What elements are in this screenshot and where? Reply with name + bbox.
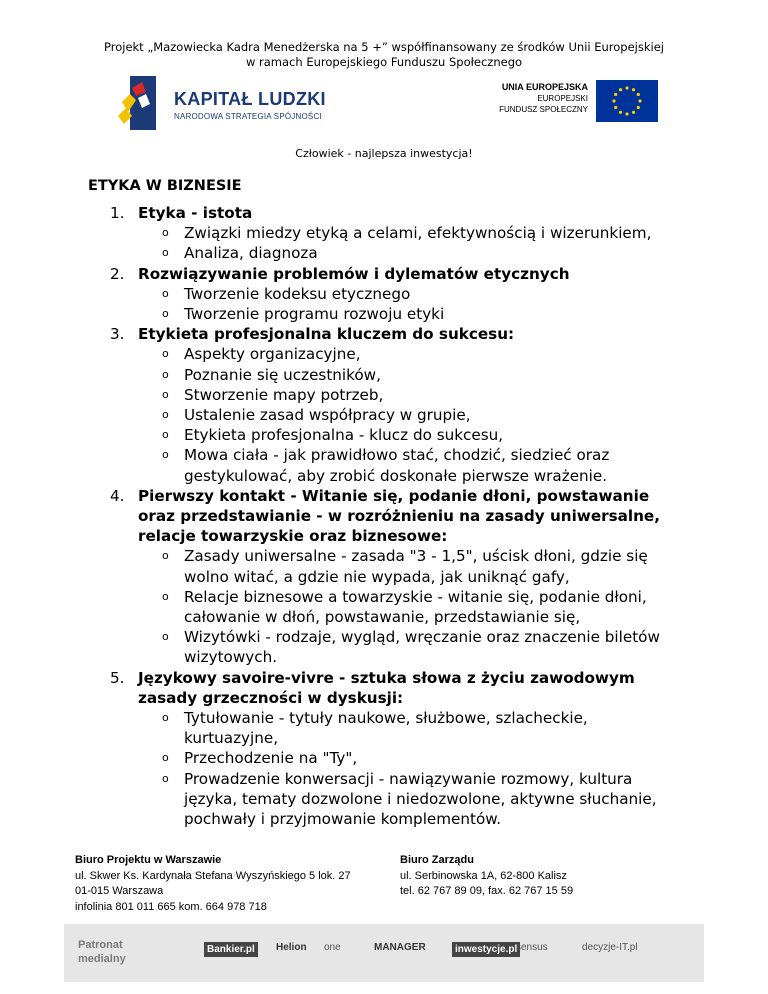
section-title-line: Językowy savoire-vivre - sztuka słowa z życiu zawodowym [138, 668, 635, 687]
sponsor-logo-sensus: sensus [516, 942, 548, 953]
list-item-line: Analiza, diagnoza [184, 244, 318, 263]
list-item-line: kurtuazyjne, [184, 729, 279, 748]
list-item-text [184, 344, 680, 364]
outline-section [110, 324, 680, 486]
section-title [138, 203, 252, 223]
motto: Człowiek - najlepsza inwestycja! [295, 147, 473, 160]
ue-subtitle-2: FUNDUSZ SPOŁECZNY [499, 105, 588, 114]
footer-right-title: Biuro Zarządu [400, 854, 474, 866]
list-item-line: Tworzenie kodeksu etycznego [184, 284, 411, 303]
list-item [162, 587, 680, 627]
circle-bullet-icon: o [162, 448, 169, 462]
list-item [162, 546, 680, 586]
circle-bullet-icon: o [162, 246, 169, 260]
list-item-text [184, 385, 680, 405]
list-item [162, 304, 680, 324]
list-item-text [184, 243, 680, 263]
list-item-text [184, 708, 680, 748]
patronage-label-line-1: Patronat [78, 939, 123, 951]
kapital-ludzki-emblem-icon [116, 72, 162, 134]
sponsor-logo-inwestycje: inwestycje.pl [452, 942, 520, 957]
list-item-line: Mowa ciała - jak prawidłowo stać, chodzić, siedzieć oraz [184, 446, 610, 465]
outline-section [110, 264, 680, 325]
list-item [162, 344, 680, 364]
section-heading [110, 203, 680, 223]
circle-bullet-icon: o [162, 367, 169, 381]
list-item-text [184, 425, 680, 445]
list-item [162, 223, 680, 243]
list-item-text [184, 587, 680, 627]
list-item-line: Stworzenie mapy potrzeb, [184, 385, 384, 404]
list-item [162, 769, 680, 830]
list-item [162, 365, 680, 385]
sponsor-logo-helion: Helion [276, 942, 307, 953]
footer-board-office [400, 853, 573, 900]
ue-title: UNIA EUROPEJSKA [501, 82, 588, 92]
section-number: 1. [110, 204, 125, 222]
list-item-line: Wizytówki - rodzaje, wygląd, wręczanie oraz znaczenie biletów [184, 628, 660, 647]
outline-section [110, 203, 680, 264]
circle-bullet-icon: o [162, 711, 169, 725]
footer-right-phone: tel. 62 767 89 09, fax. 62 767 15 59 [400, 885, 574, 897]
section-title-line: relacje towarzyskie oraz biznesowe: [138, 527, 448, 546]
list-item-line: całowanie w dłoń, powstawanie, przedstawianie się, [184, 608, 581, 627]
project-line-2: w ramach Europejskiego Funduszu Społecznego [245, 55, 523, 69]
eu-star-icon [625, 86, 628, 89]
document-title: ETYKA W BIZNESIE [88, 178, 242, 194]
list-item-text [184, 284, 680, 304]
list-item-line: języka, tematy dozwolone i niedozwolone, aktywne słuchanie, [184, 789, 657, 808]
list-item-text [184, 304, 680, 324]
kapital-ludzki-subtitle: NARODOWA STRATEGIA SPÓJNOŚCI [174, 112, 322, 121]
ue-subtitle-1: EUROPEJSKI [537, 94, 588, 103]
footer-right-address: ul. Serbinowska 1A, 62-800 Kalisz [400, 869, 567, 882]
circle-bullet-icon: o [162, 347, 169, 361]
section-title [138, 324, 514, 344]
eu-star-icon [614, 106, 617, 109]
section-title [138, 668, 635, 708]
list-item-line: Etykieta profesjonalna - klucz do sukcesu, [184, 426, 504, 445]
eu-star-icon [637, 93, 640, 96]
section-title-line: oraz przedstawianie - w rozróżnieniu na zasady uniwersalne, [138, 507, 660, 526]
section-title [138, 486, 660, 547]
section-title-line: Etyka - istota [138, 204, 253, 222]
sponsor-logo-decyzje-it: decyzje-IT.pl [582, 942, 638, 953]
eu-star-icon [632, 88, 635, 91]
list-item-text [184, 405, 680, 425]
section-heading [110, 324, 680, 344]
kapital-ludzki-title: KAPITAŁ LUDZKI [174, 89, 326, 109]
list-item [162, 243, 680, 263]
project-header [0, 40, 768, 70]
eu-star-icon [625, 112, 628, 115]
footer-left-city: 01-015 Warszawa [75, 885, 164, 897]
eu-star-icon [612, 99, 615, 102]
list-item-line: Tytułowanie - tytuły naukowe, służbowe, szlacheckie, [184, 709, 588, 728]
unia-europejska-logo [478, 80, 658, 124]
eu-star-icon [614, 93, 617, 96]
circle-bullet-icon: o [162, 630, 169, 644]
list-item-line: pochwały i przyjmowanie komplementów. [184, 810, 502, 829]
circle-bullet-icon: o [162, 286, 169, 300]
footer-left-address: ul. Skwer Ks. Kardynała Stefana Wyszyńskiego 5 lok. 27 [75, 869, 351, 882]
footer-left-phone: infolinia 801 011 665 kom. 664 978 718 [75, 900, 267, 913]
list-item-line: Tworzenie programu rozwoju etyki [184, 305, 445, 324]
list-item-text [184, 223, 680, 243]
project-line-1: Projekt „Mazowiecka Kadra Menedżerska na 5 +” współfinansowany ze środków Unii Europejskiej [104, 40, 664, 54]
eu-star-icon [632, 111, 635, 114]
list-item-line: Przechodzenie na "Ty", [184, 749, 358, 768]
eu-star-icon [619, 88, 622, 91]
list-item-text [184, 769, 680, 830]
circle-bullet-icon: o [162, 387, 169, 401]
section-title-line: zasady grzeczności w dyskusji: [138, 688, 404, 707]
list-item [162, 385, 680, 405]
list-item-text [184, 365, 680, 385]
list-item-line: Relacje biznesowe a towarzyskie - witanie się, podanie dłoni, [184, 587, 647, 606]
eu-star-icon [637, 106, 640, 109]
media-patronage-bar [64, 924, 704, 982]
list-item-line: wizytowych. [184, 648, 278, 667]
sponsor-logo-manager: MANAGER [374, 942, 426, 953]
section-number: 5. [110, 668, 125, 687]
section-number: 4. [110, 486, 125, 505]
list-item-line: Ustalenie zasad współpracy w grupie, [184, 406, 471, 425]
outline-section [110, 486, 680, 668]
list-item [162, 425, 680, 445]
list-item-text [184, 445, 680, 485]
circle-bullet-icon: o [162, 589, 169, 603]
section-heading [110, 264, 680, 284]
list-item-line: Poznanie się uczestników, [184, 365, 381, 384]
list-item-text [184, 748, 680, 768]
circle-bullet-icon: o [162, 751, 169, 765]
eu-flag-icon [596, 80, 658, 122]
footer-left-title: Biuro Projektu w Warszawie [75, 854, 222, 866]
circle-bullet-icon: o [162, 226, 169, 240]
list-item [162, 284, 680, 304]
section-title-line: Rozwiązywanie problemów i dylematów etycznych [138, 264, 570, 283]
patronage-label [78, 938, 126, 966]
list-item [162, 445, 680, 485]
list-item [162, 748, 680, 768]
list-item-text [184, 627, 680, 667]
outline-section [110, 668, 680, 830]
section-number: 3. [110, 325, 125, 344]
list-item-text [184, 546, 680, 586]
circle-bullet-icon: o [162, 307, 169, 321]
eu-star-icon [638, 99, 641, 102]
list-item [162, 708, 680, 748]
section-number: 2. [110, 264, 125, 283]
list-item-line: wolno witać, a gdzie nie wypada, jak uniknąć gafy, [184, 567, 570, 586]
circle-bullet-icon: o [162, 771, 169, 785]
circle-bullet-icon: o [162, 408, 169, 422]
footer-warsaw-office [75, 853, 351, 915]
list-item [162, 627, 680, 667]
circle-bullet-icon: o [162, 428, 169, 442]
list-item-line: gestykulować, aby zrobić doskonałe pierwsze wrażenie. [184, 466, 608, 485]
list-item-line: Prowadzenie konwersacji - nawiązywanie rozmowy, kultura [184, 769, 633, 788]
section-title [138, 264, 570, 284]
list-item-line: Związki miedzy etyką a celami, efektywnością i wizerunkiem, [184, 224, 652, 243]
section-title-line: Etykieta profesjonalna kluczem do sukcesu: [138, 325, 515, 344]
sponsor-logo-one: one [324, 942, 341, 953]
sponsor-logo-bankier: Bankier.pl [204, 942, 258, 957]
section-heading [110, 486, 680, 547]
patronage-label-line-2: medialny [78, 953, 126, 965]
list-item-line: Zasady uniwersalne - zasada "3 - 1,5", uścisk dłoni, gdzie się [184, 547, 648, 566]
course-outline [110, 203, 680, 829]
eu-star-icon [619, 111, 622, 114]
section-heading [110, 668, 680, 708]
kapital-ludzki-logo [116, 72, 326, 134]
list-item [162, 405, 680, 425]
section-title-line: Pierwszy kontakt - Witanie się, podanie dłoni, powstawanie [138, 486, 650, 505]
list-item-line: Aspekty organizacyjne, [184, 345, 361, 364]
circle-bullet-icon: o [162, 549, 169, 563]
